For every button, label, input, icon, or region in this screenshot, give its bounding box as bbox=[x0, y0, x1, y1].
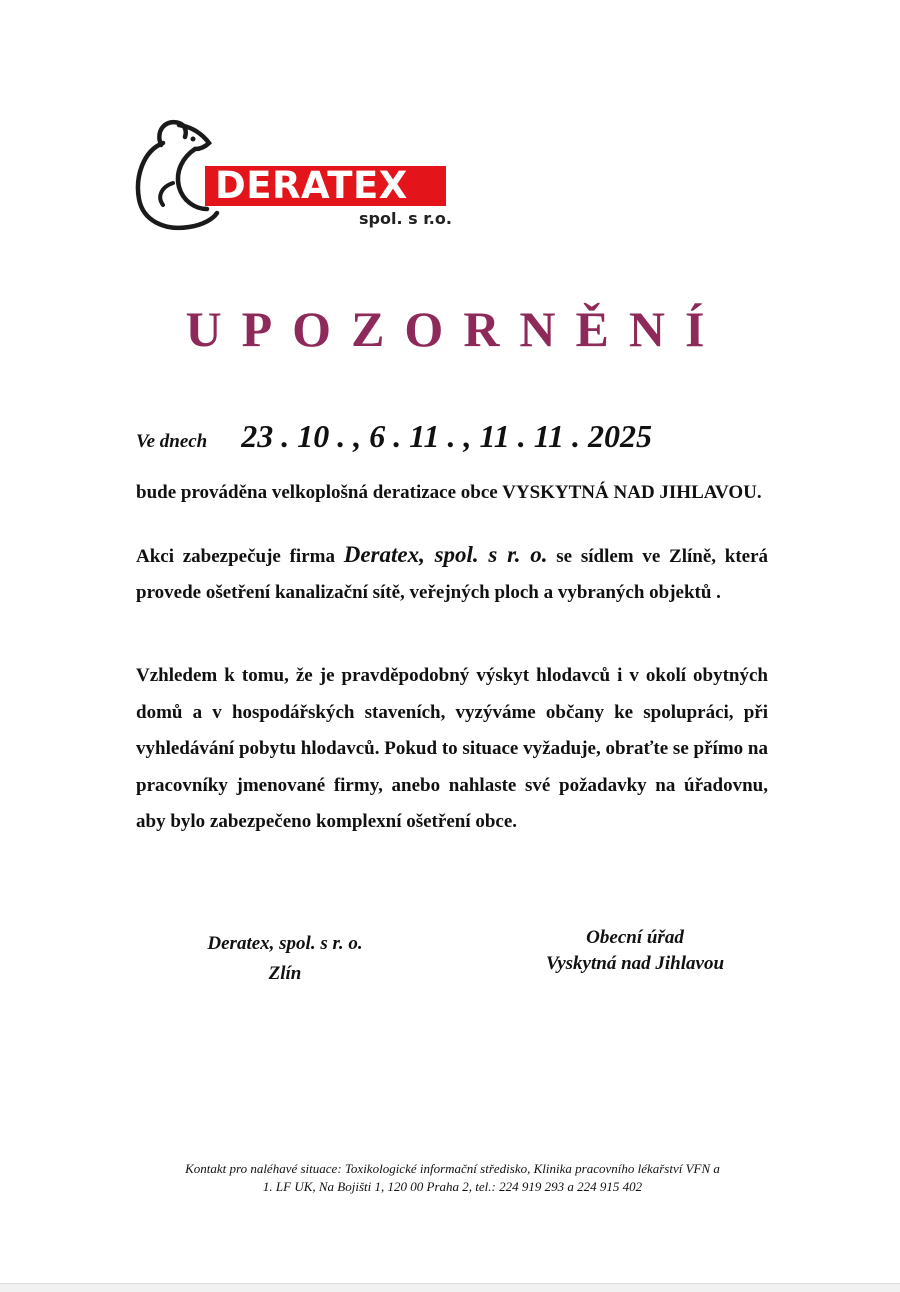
firm-name: Deratex, spol. s r. o. bbox=[343, 542, 548, 567]
brand-name: DERATEX bbox=[215, 164, 408, 207]
deratex-logo bbox=[133, 117, 453, 235]
paragraph-announcement: bude prováděna velkoplošná deratizace obce VYSKYTNÁ NAD JIHLAVOU. bbox=[136, 482, 762, 503]
signature-municipality-name: Vyskytná nad Jihlavou bbox=[545, 953, 725, 974]
dates-value: 23 . 10 . , 6 . 11 . , 11 . 11 . 2025 bbox=[241, 418, 652, 454]
paragraph-appeal: Vzhledem k tomu, že je pravděpodobný výskyt hlodavců i v okolí obytných domů a v hospodářských staveních, vyzýváme občany ke spolupráci, při vyhledávání pobytu hlodavců. Pokud to situace vyžaduje, obraťte se přímo na pracovníky jmenované firmy, anebo nahlaste své požadavky na úřadovnu, aby bylo zabezpečeno komplexní ošetření obce. bbox=[136, 665, 768, 832]
signature-municipality-office: Obecní úřad bbox=[586, 927, 684, 948]
paragraph-firm-before: Akci zabezpečuje firma bbox=[136, 546, 344, 567]
brand-box bbox=[205, 166, 446, 206]
signature-municipality bbox=[525, 925, 745, 977]
signature-deratex bbox=[185, 929, 385, 989]
paragraph-firm bbox=[136, 537, 768, 611]
footer-line-2: 1. LF UK, Na Bojišti 1, 120 00 Praha 2, tel.: 224 919 293 a 224 915 402 bbox=[262, 1179, 643, 1194]
paragraph-firm-after: se sídlem ve Zlíně, která provede ošetření kanalizační sítě, veřejných ploch a vybraných objektů . bbox=[136, 546, 769, 603]
signature-deratex-city: Zlín bbox=[268, 963, 302, 984]
footer-line-1: Kontakt pro naléhavé situace: Toxikologické informační středisko, Klinika pracovního lékařství VFN a bbox=[185, 1161, 720, 1176]
brand-subtitle: spol. s r.o. bbox=[359, 209, 452, 228]
dates-row bbox=[136, 418, 652, 455]
page-title: UPOZORNĚNÍ bbox=[185, 301, 725, 357]
dates-prefix: Ve dnech bbox=[136, 431, 208, 452]
footer-contact bbox=[120, 1160, 785, 1196]
signature-deratex-name: Deratex, spol. s r. o. bbox=[207, 933, 363, 954]
